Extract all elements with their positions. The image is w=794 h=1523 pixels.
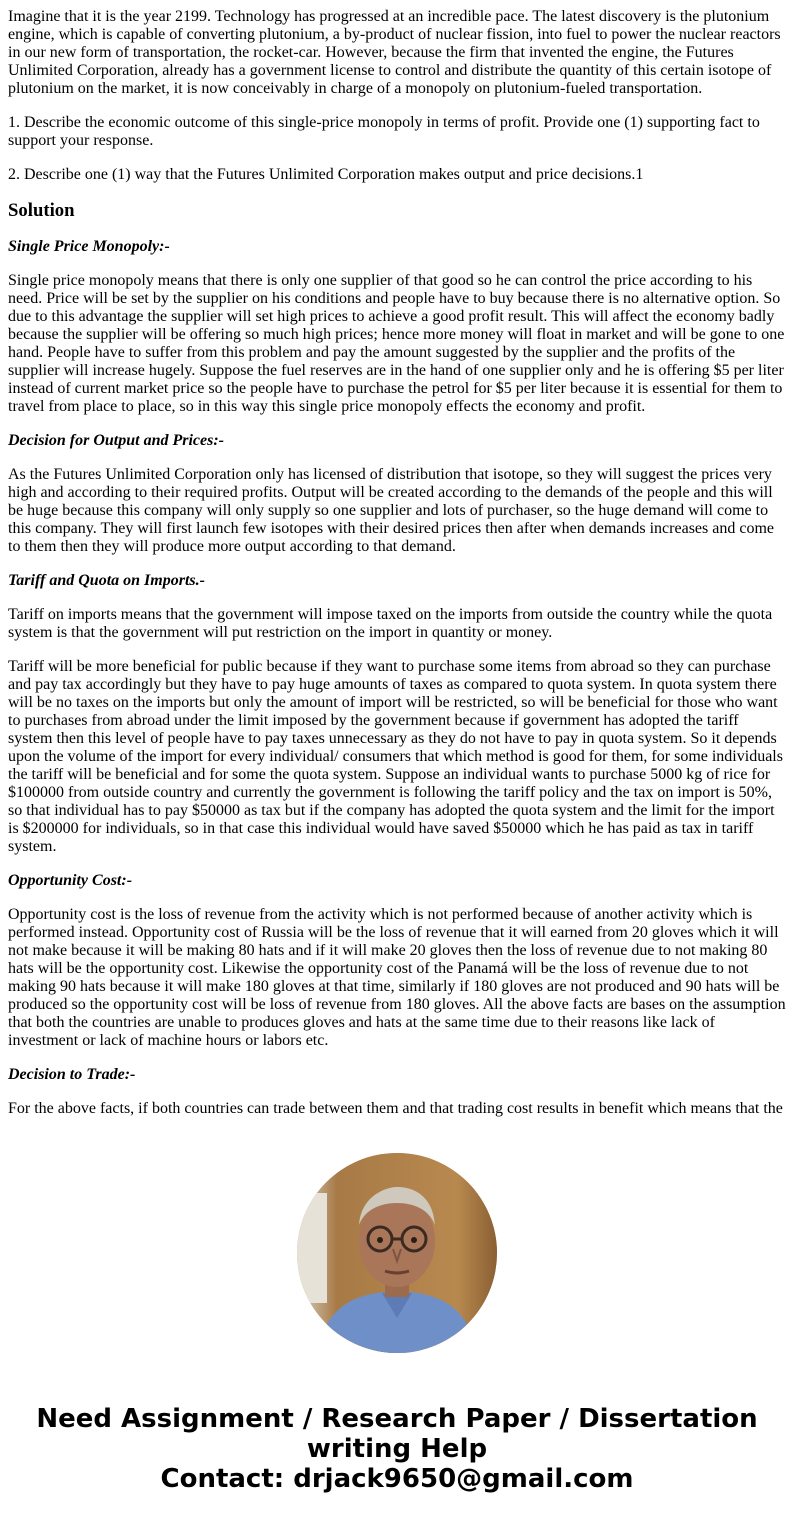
section-paragraph: Tariff on imports means that the government will impose taxed on the imports from outside the country while the quota system is that the government will put restriction on the import in quantity or money. xyxy=(8,606,773,641)
question-1: 1. Describe the economic outcome of this single-price monopoly in terms of profit. Provide one (1) supporting fact to support your response. xyxy=(8,114,760,149)
section-heading-single-price-monopoly: Single Price Monopoly:- xyxy=(8,238,170,255)
avatar-photo xyxy=(297,1153,497,1353)
footer-contact-text: Contact: drjack9650@gmail.com xyxy=(160,1464,634,1494)
author-avatar xyxy=(297,1153,497,1353)
question-intro: Imagine that it is the year 2199. Technology has progressed at an incredible pace. The latest discovery is the plutonium engine, which is capable of converting plutonium, a by-product of nuclear fission, into fuel to power the nuclear reactors in our new form of transportation, the rocket-car. However, because the firm that invented the engine, the Futures Unlimited Corporation, already has a government license to control and distribute the quantity of this certain isotope of plutonium on the market, it is now conceivably in charge of a monopoly on plutonium-fueled transportation. xyxy=(8,8,781,97)
footer-banner xyxy=(0,1404,794,1494)
section-paragraph: For the above facts, if both countries can trade between them and that trading cost results in benefit which means that the xyxy=(8,1100,783,1117)
solution-heading: Solution xyxy=(8,200,75,221)
question-2: 2. Describe one (1) way that the Futures Unlimited Corporation makes output and price decisions.1 xyxy=(8,166,644,183)
section-paragraph: As the Futures Unlimited Corporation only has licensed of distribution that isotope, so they will suggest the prices very high and according to their required profits. Output will be created according to the demands of the people and this will be huge because this company will only supply so one supplier and lots of purchaser, so the huge demand will come to this company. They will first launch few isotopes with their desired prices then after when demands increases and come to them then they will produce more output according to that demand. xyxy=(8,466,774,555)
section-heading-decision-to-trade: Decision to Trade:- xyxy=(8,1066,136,1083)
section-paragraph: Opportunity cost is the loss of revenue from the activity which is not performed because of another activity which is performed instead. Opportunity cost of Russia will be the loss of revenue that it will earned from 20 gloves which it will not make because it will be making 80 hats and if it will make 20 gloves then the loss of revenue due to not making 80 hats will be the opportunity cost. Likewise the opportunity cost of the Panamá will be the loss of revenue due to not making 90 hats because it will make 180 gloves at that time, similarly if 180 gloves are not produced and 90 hats will be produced so the opportunity cost will be loss of revenue from 180 gloves. All the above facts are bases on the assumption that both the countries are unable to produces gloves and hats at the same time due to their reasons like lack of investment or lack of machine hours or labors etc. xyxy=(8,906,786,1049)
footer-help-text: Need Assignment / Research Paper / Dissertation writing Help xyxy=(36,1404,758,1464)
section-heading-opportunity-cost: Opportunity Cost:- xyxy=(8,872,133,889)
section-heading-tariff-quota: Tariff and Quota on Imports.- xyxy=(8,572,205,589)
section-heading-output-prices: Decision for Output and Prices:- xyxy=(8,432,224,449)
section-paragraph: Single price monopoly means that there is only one supplier of that good so he can control the price according to his need. Price will be set by the supplier on his conditions and people have to buy because there is no alternative option. So due to this advantage the supplier will set high prices to achieve a good profit result. This will affect the economy badly because the supplier will be offering so much high prices; hence more money will float in market and will be gone to one hand. People have to suffer from this problem and pay the amount suggested by the supplier and the profits of the supplier will increase hugely. Suppose the fuel reserves are in the hand of one supplier only and he is offering $5 per liter instead of current market price so the people have to purchase the petrol for $5 per liter because it is essential for them to travel from place to place, so in this way this single price monopoly effects the economy and profit. xyxy=(8,272,785,415)
portrait-icon xyxy=(297,1153,497,1353)
section-paragraph: Tariff will be more beneficial for public because if they want to purchase some items from abroad so they can purchase and pay tax accordingly but they have to pay huge amounts of taxes as compared to quota system. In quota system there will be no taxes on the imports but only the amount of import will be restricted, so will be beneficial for those who want to purchases from abroad under the limit imposed by the government because if government has adopted the tariff system then this level of people have to pay taxes unnecessary as they do not have to pay in quota system. So it depends upon the volume of the import for every individual/ consumers that which method is good for them, for some individuals the tariff will be beneficial and for some the quota system. Suppose an individual wants to purchase 5000 kg of rice for $100000 from outside country and currently the government is following the tariff policy and the tax on import is 50%, so that individual has to pay $50000 as tax but if the company has adopted the quota system and the limit for the import is $200000 for individuals, so in that case this individual would have saved $50000 which he has paid as tax in tariff system. xyxy=(8,658,783,855)
